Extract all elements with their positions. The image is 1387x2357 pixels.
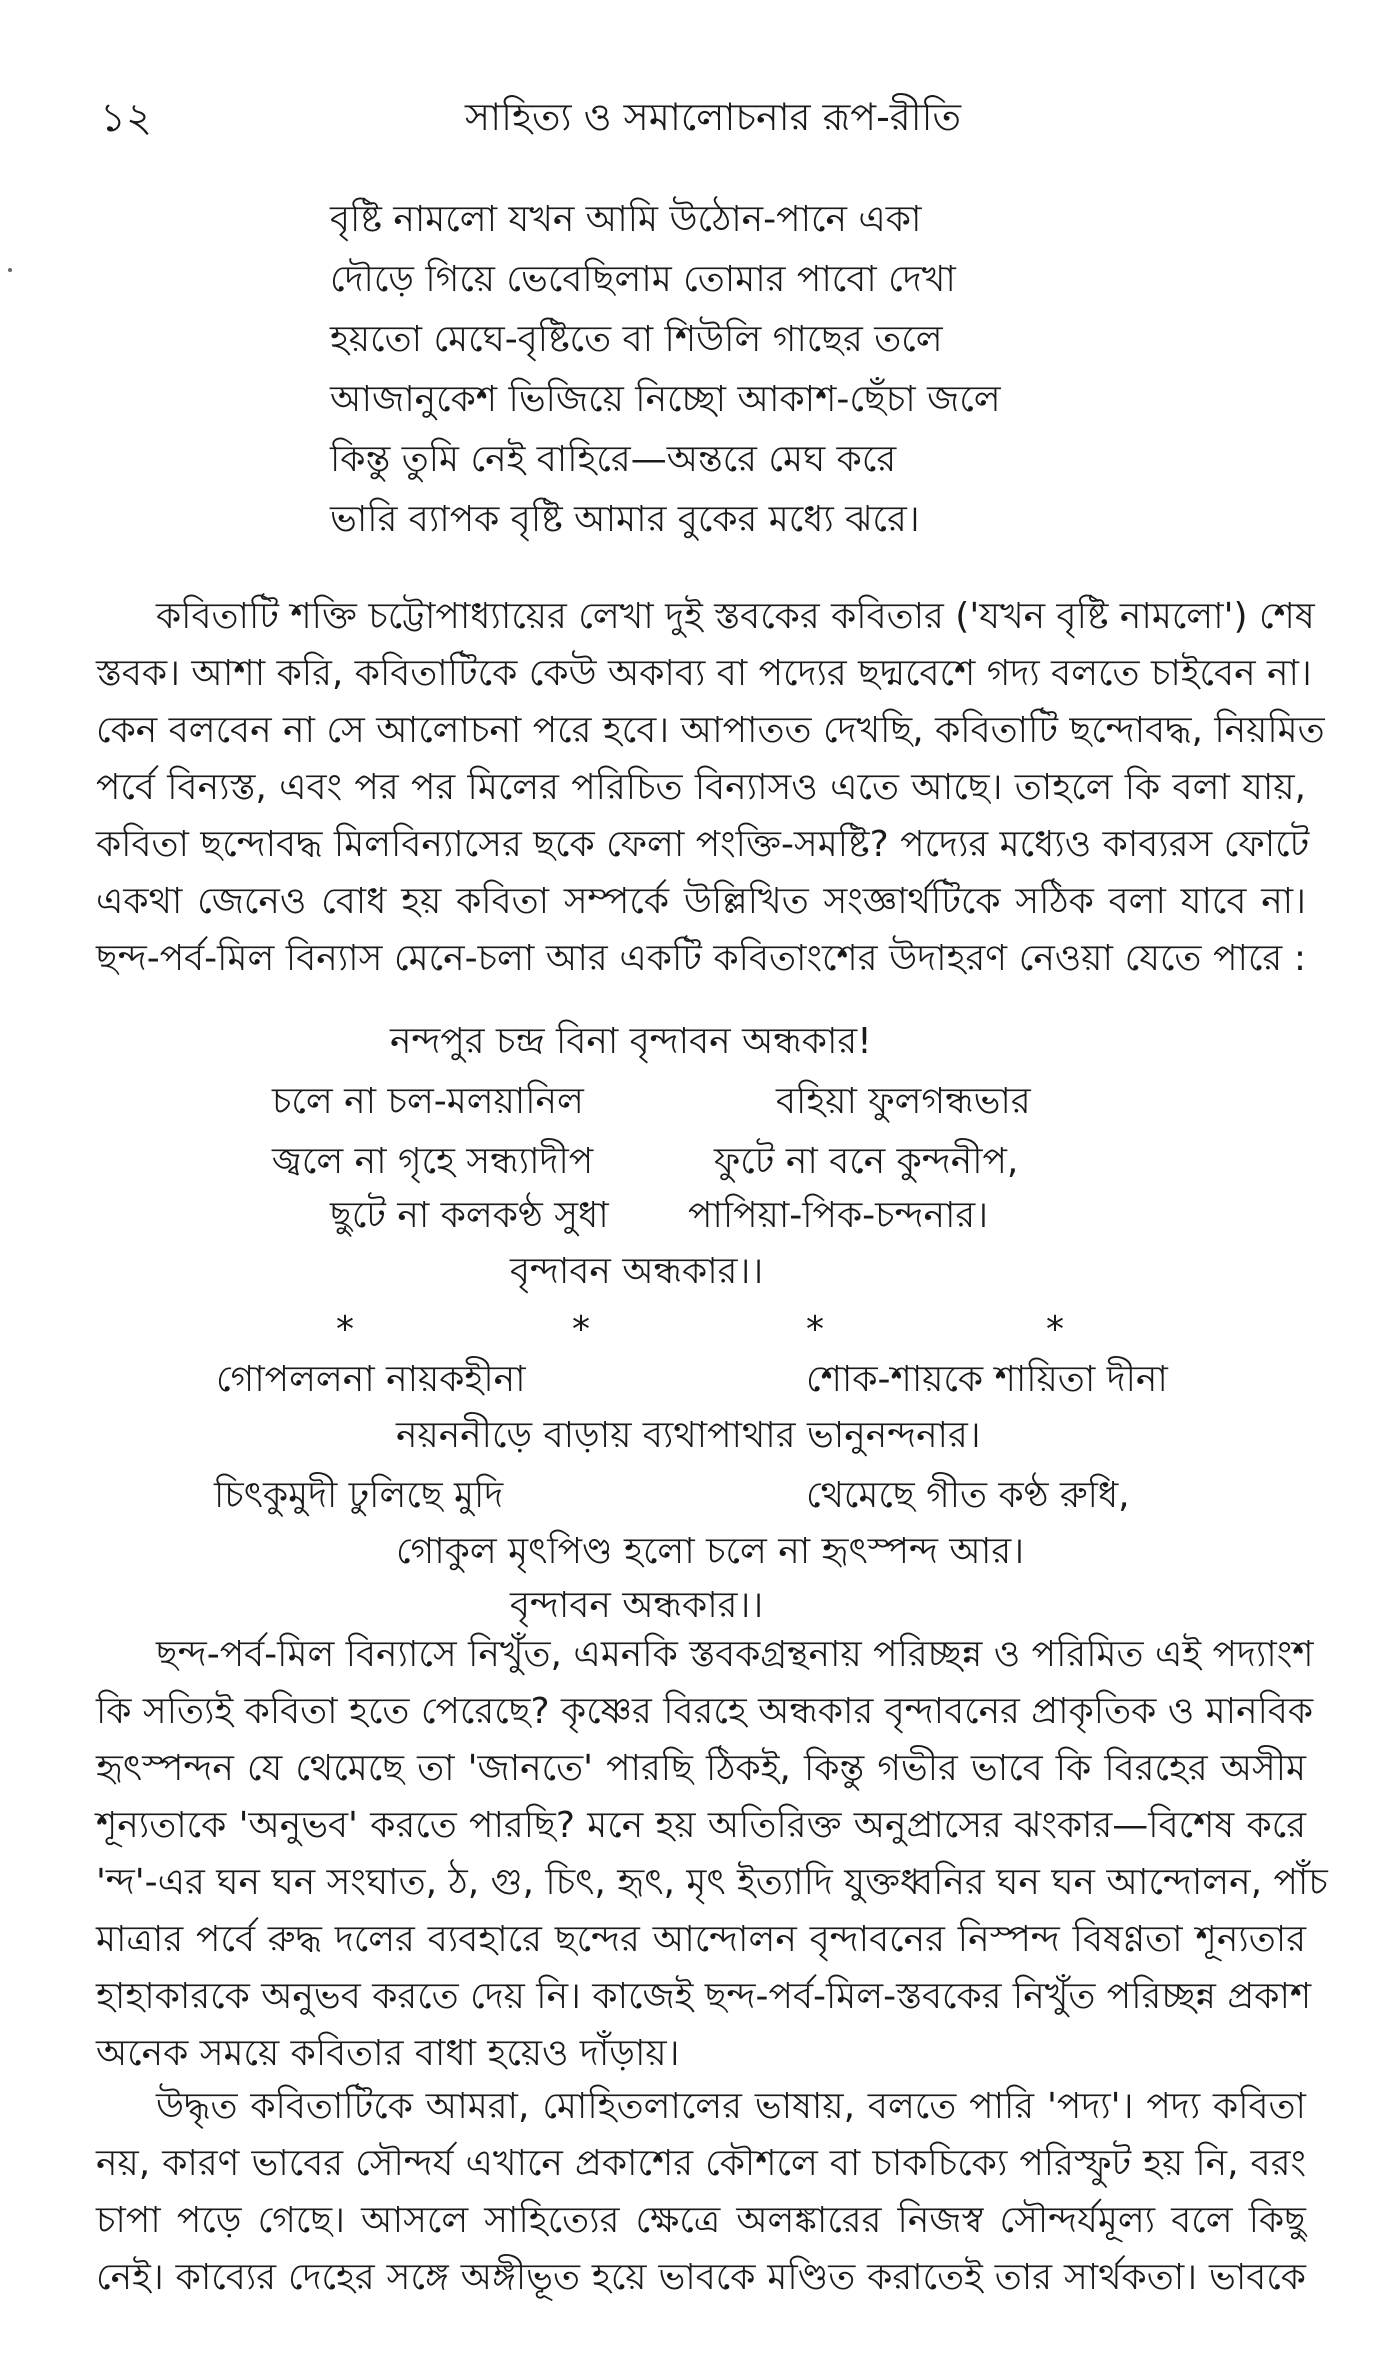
paragraph-1 [96,588,1325,987]
paragraph-2 [96,1626,1328,2082]
paragraph-line: 'ন্দ'-এর ঘন ঘন সংঘাত, ঠ, গু, চিৎ, হৃৎ, মৃৎ ইত্যাদি যুক্তধ্বনির ঘন ঘন আন্দোলন, পাঁচ [96,1862,1328,1903]
paragraph-line: কি সত্যিই কবিতা হতে পেরেছে? কৃষ্ণের বিরহে অন্ধকার বৃন্দাবনের প্রাকৃতিক ও মানবিক [96,1691,1314,1732]
poem-line: ভারি ব্যাপক বৃষ্টি আমার বুকের মধ্যে ঝরে। [330,499,920,540]
poem-line: বহিয়া ফুলগন্ধভার [776,1081,1031,1122]
poem-title-line: নন্দপুর চন্দ্র বিনা বৃন্দাবন অন্ধকার! [390,1021,872,1062]
poem-line: ফুটে না বনে কুন্দনীপ, [714,1141,1019,1182]
paragraph-line: কবিতা ছন্দোবদ্ধ মিলবিন্যাসের ছকে ফেলা পংক্তি-সমষ্টি? পদ্যের মধ্যেও কাব্যরস ফোটে [96,824,1310,865]
scan-speck [8,268,12,272]
paragraph-line: কেন বলবেন না সে আলোচনা পরে হবে। আপাতত দেখছি, কবিতাটি ছন্দোবদ্ধ, নিয়মিত [96,710,1325,751]
paragraph-line: হাহাকারকে অনুভব করতে দেয় নি। কাজেই ছন্দ-পর্ব-মিল-স্তবকের নিখুঁত পরিচ্ছন্ন প্রকাশ [96,1976,1312,2017]
page-number: ১২ [100,95,152,141]
poem-refrain: বৃন্দাবন অন্ধকার।। [510,1251,764,1292]
poem-line: নয়ননীড়ে বাড়ায় ব্যথাপাথার ভানুনন্দনার। [396,1415,981,1456]
poem-line: শোক-শায়কে শায়িতা দীনা [806,1359,1168,1400]
poem-line: হয়তো মেঘে-বৃষ্টিতে বা শিউলি গাছের তলে [330,319,943,360]
poem-line: চলে না চল-মলয়ানিল [272,1081,584,1122]
paragraph-3 [96,2078,1306,2306]
poem-line: থেমেছে গীত কণ্ঠ রুধি, [806,1475,1130,1516]
poem-line: চিৎকুমুদী ঢুলিছে মুদি [214,1475,504,1516]
poem-line: গোকুল মৃৎপিণ্ড হলো চলে না হৃৎস্পন্দ আর। [396,1531,1025,1572]
paragraph-line: উদ্ধৃত কবিতাটিকে আমরা, মোহিতলালের ভাষায়, বলতে পারি 'পদ্য'। পদ্য কবিতা [156,2086,1306,2127]
paragraph-line: কবিতাটি শক্তি চট্টোপাধ্যায়ের লেখা দুই স্তবকের কবিতার ('যখন বৃষ্টি নামলো') শেষ [156,596,1315,637]
section-star: * [572,1309,590,1350]
paragraph-line: অনেক সময়ে কবিতার বাধা হয়েও দাঁড়ায়। [96,2033,680,2074]
paragraph-line: পর্বে বিন্যস্ত, এবং পর পর মিলের পরিচিত বিন্যাসও এতে আছে। তাহলে কি বলা যায়, [96,767,1306,808]
paragraph-line: একথা জেনেও বোধ হয় কবিতা সম্পর্কে উল্লিখিত সংজ্ঞার্থটিকে সঠিক বলা যাবে না। [96,881,1306,922]
poem-line: পাপিয়া-পিক-চন্দনার। [688,1195,989,1236]
paragraph-line: মাত্রার পর্বে রুদ্ধ দলের ব্যবহারে ছন্দের আন্দোলন বৃন্দাবনের নিস্পন্দ বিষণ্ণতা শূন্যতার [96,1919,1306,1960]
section-star: * [1046,1309,1064,1350]
poem-line: ছুটে না কলকণ্ঠ সুধা [330,1195,609,1236]
running-header-title: সাহিত্য ও সমালোচনার রূপ-রীতি [465,95,961,139]
poem-line: কিন্তু তুমি নেই বাহিরে—অন্তরে মেঘ করে [330,439,897,480]
section-star: * [336,1309,354,1350]
paragraph-line: ছন্দ-পর্ব-মিল বিন্যাসে নিখুঁত, এমনকি স্তবকগ্রন্থনায় পরিচ্ছন্ন ও পরিমিত এই পদ্যাংশ [156,1634,1314,1675]
poem-line: গোপললনা নায়কহীনা [216,1359,526,1400]
poem-line: জ্বলে না গৃহে সন্ধ্যাদীপ [272,1141,594,1182]
poem-stanza-1 [330,190,1001,550]
poem-refrain: বৃন্দাবন অন্ধকার।। [510,1585,764,1626]
paragraph-line: নয়, কারণ ভাবের সৌন্দর্য এখানে প্রকাশের কৌশলে বা চাকচিক্যে পরিস্ফুট হয় নি, বরং [96,2143,1306,2184]
poem-line: বৃষ্টি নামলো যখন আমি উঠোন-পানে একা [330,199,922,240]
paragraph-line: হৃৎস্পন্দন যে থেমেছে তা 'জানতে' পারছি ঠিকই, কিন্তু গভীর ভাবে কি বিরহের অসীম [96,1748,1306,1789]
paragraph-line: শূন্যতাকে 'অনুভব' করতে পারছি? মনে হয় অতিরিক্ত অনুপ্রাসের ঝংকার—বিশেষ করে [96,1805,1306,1846]
section-star: * [806,1309,824,1350]
paragraph-line: স্তবক। আশা করি, কবিতাটিকে কেউ অকাব্য বা পদ্যের ছদ্মবেশে গদ্য বলতে চাইবেন না। [96,653,1312,694]
poem-line: আজানুকেশ ভিজিয়ে নিচ্ছো আকাশ-ছেঁচা জলে [330,379,1001,420]
paragraph-line: চাপা পড়ে গেছে। আসলে সাহিত্যের ক্ষেত্রে অলঙ্কারের নিজস্ব সৌন্দর্যমূল্য বলে কিছু [96,2200,1306,2241]
paragraph-line: ছন্দ-পর্ব-মিল বিন্যাস মেনে-চলা আর একটি কবিতাংশের উদাহরণ নেওয়া যেতে পারে : [96,938,1306,979]
paragraph-line: নেই। কাব্যের দেহের সঙ্গে অঙ্গীভূত হয়ে ভাবকে মণ্ডিত করাতেই তার সার্থকতা। ভাবকে [96,2257,1306,2298]
poem-line: দৌড়ে গিয়ে ভেবেছিলাম তোমার পাবো দেখা [330,259,956,300]
